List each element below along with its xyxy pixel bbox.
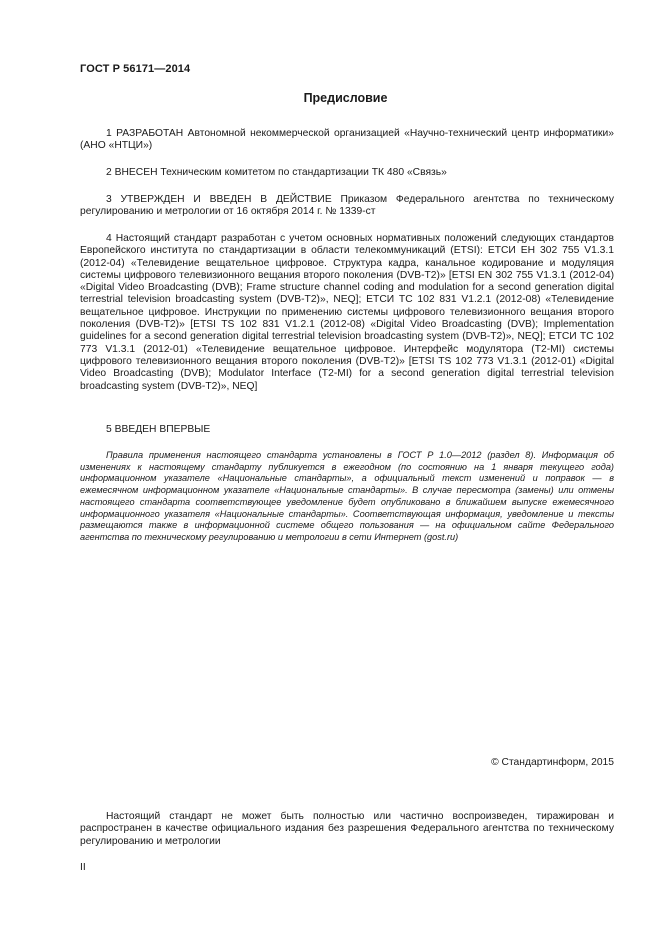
paragraph-approved: 3 УТВЕРЖДЕН И ВВЕДЕН В ДЕЙСТВИЕ Приказом Федерального агентства по техническому регулированию и метрологии от 16 октября 2014 г. № 1339-ст (80, 194, 614, 218)
application-rules-note: Правила применения настоящего стандарта установлены в ГОСТ Р 1.0—2012 (раздел 8). Информация об изменениях к настоящему стандарту публикуется в ежегодном (по состоянию на 1 января текущего года) информационном указателе «Национальные стандарты», а официальный текст изменений и поправок — в ежемесячном информационном указателе «Национальные стандарты». В случае пересмотра (замены) или отмены настоящего стандарта соответствующее уведомление будет опубликовано в ближайшем выпуске ежемесячного информационного указателя «Национальные стандарты». Соответствующая информация, уведомление и тексты размещаются также в информационной системе общего пользования — на официальном сайте Федерального агентства по техническому регулированию и метрологии в сети Интернет (gost.ru) (80, 450, 614, 542)
page-title-text: Предисловие (303, 91, 388, 105)
standard-id-header: ГОСТ Р 56171—2014 (80, 63, 191, 75)
page-title (0, 91, 661, 105)
copyright-line: © Стандартинформ, 2015 (491, 757, 614, 768)
paragraph-introduced: 2 ВНЕСЕН Техническим комитетом по стандартизации ТК 480 «Связь» (106, 167, 447, 178)
page-number: II (80, 862, 86, 873)
paragraph-standards-basis: 4 Настоящий стандарт разработан с учетом основных нормативных положений следующих стандартов Европейского института по стандартизации в области телекоммуникаций (ETSI): ЕТСИ ЕН 302 755 V1.3.1 (2012-04) «Телевидение вещательное цифровое. Структура кадра, канальное кодирование и модуляция системы цифрового телевизионного вещания второго поколения (DVB-T2)» [ETSI EN 302 755 V1.3.1 (2012-04) «Digital Video Broadcasting (DVB); Frame structure channel coding and modulation for a second generation digital terrestrial television broadcasting system (DVB-T2)», NEQ]; ЕТСИ ТС 102 831 V1.2.1 (2012-08) «Телевидение вещательное цифровое. Инструкции по применению системы цифрового телевизионного вещания второго поколения (DVB-T2)» [ETSI TS 102 831 V1.2.1 (2012-08) «Digital Video Broadcasting (DVB); Implementation guidelines for a second generation digital terrestrial television broadcasting system (DVB-T2)», NEQ]; ЕТСИ ТС 102 773 V1.3.1 (2012-01) «Телевидение вещательное цифровое. Интерфейс модулятора (T2-MI) системы цифрового телевизионного вещания второго поколения (DVB-T2)» [ETSI TS 102 773 V1.3.1 (2012-01) «Digital Video Broadcasting (DVB); Modulator Interface (T2-MI) for a second generation digital terrestrial television broadcasting system (DVB-T2)», NEQ] (80, 233, 614, 392)
reproduction-notice: Настоящий стандарт не может быть полностью или частично воспроизведен, тиражирован и распространен в качестве официального издания без разрешения Федерального агентства по техническому регулированию и метрологии (80, 811, 614, 847)
paragraph-first-introduced: 5 ВВЕДЕН ВПЕРВЫЕ (106, 424, 211, 435)
paragraph-developed: 1 РАЗРАБОТАН Автономной некоммерческой организацией «Научно-технический центр информатики» (АНО «НТЦИ») (80, 128, 614, 152)
